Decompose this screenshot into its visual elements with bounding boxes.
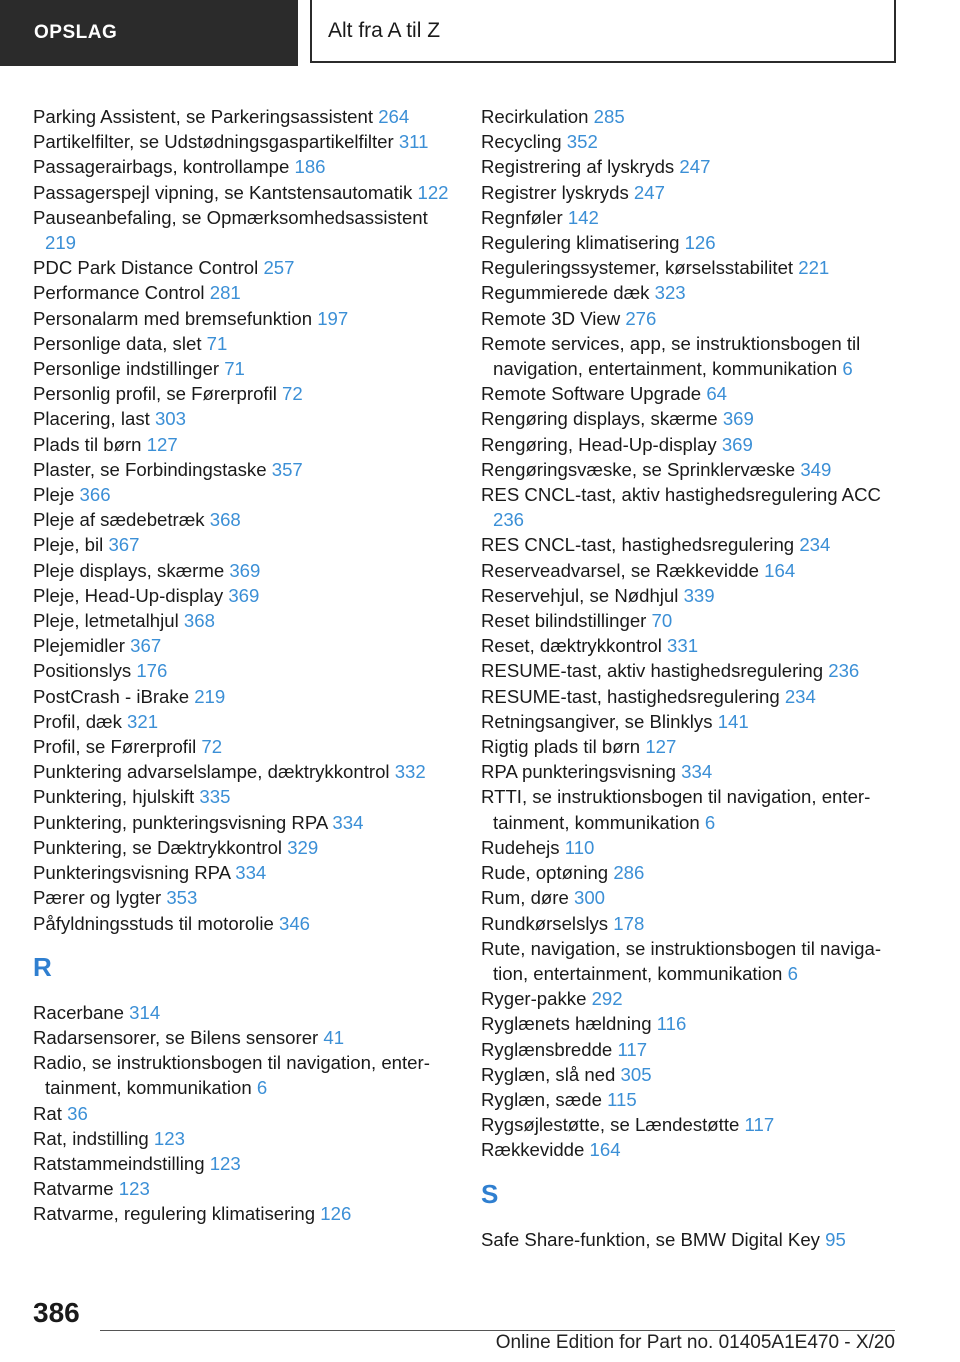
footer-divider: [100, 1330, 895, 1331]
entry-group-r: [33, 1000, 453, 1227]
entry-term: Plaster, se Forbindingstaske: [33, 458, 267, 480]
entry-term: Punktering, punkteringsvisning RPA: [33, 811, 328, 833]
entry-page-link[interactable]: 197: [317, 307, 349, 329]
entry-term: Rum, døre: [481, 887, 569, 909]
entry-term: Ryglæn, slå ned: [481, 1063, 616, 1085]
entry-term: Ryglæn, sæde: [481, 1088, 602, 1110]
index-entry: [33, 1151, 453, 1176]
index-entry: [33, 608, 453, 633]
entry-page-link[interactable]: 117: [617, 1038, 648, 1060]
entry-term: Registrering af lyskryds: [481, 156, 675, 178]
entry-page-link[interactable]: 247: [633, 181, 665, 203]
index-entry: [481, 658, 901, 683]
index-entry: [33, 658, 453, 683]
index-entry: [33, 684, 453, 709]
index-entry: [481, 1011, 901, 1036]
index-entry: [33, 381, 453, 406]
entry-page-link[interactable]: 72: [282, 383, 303, 405]
entry-term: Regnføler: [481, 206, 563, 228]
entry-page-link[interactable]: 221: [798, 257, 830, 279]
entry-page-link[interactable]: 115: [607, 1088, 637, 1110]
index-entry: [33, 1050, 453, 1100]
entry-term: Rat: [33, 1102, 62, 1124]
entry-page-link[interactable]: 176: [136, 660, 168, 682]
index-entry: [481, 381, 901, 406]
entry-page-link[interactable]: 369: [721, 433, 753, 455]
index-column-left: [33, 104, 453, 1227]
entry-page-link[interactable]: 6: [842, 358, 853, 380]
entry-term: Safe Share-funktion, se BMW Digital Key: [481, 1228, 820, 1250]
entry-term: Pleje, Head-Up-display: [33, 584, 224, 606]
entry-term: Recirkulation: [481, 106, 589, 127]
entry-term: Recycling: [481, 131, 562, 153]
entry-term: Punktering, hjulskift: [33, 786, 195, 808]
entry-term: Rengøring, Head-Up-display: [481, 433, 717, 455]
index-entry: [481, 759, 901, 784]
entry-page-link[interactable]: 339: [683, 584, 715, 606]
index-entry: [33, 129, 453, 154]
entry-page-link[interactable]: 141: [717, 710, 749, 732]
entry-page-link[interactable]: 164: [764, 559, 796, 581]
entry-term: RES CNCL-tast, aktiv hastighedsregulering ACC: [481, 484, 881, 506]
entry-page-link[interactable]: 127: [645, 736, 677, 758]
entry-group-s: [481, 1227, 901, 1252]
entry-term: Ratvarme: [33, 1178, 114, 1200]
entry-page-link[interactable]: 219: [194, 685, 226, 707]
entry-term: Rude, optøning: [481, 862, 609, 884]
entry-page-link[interactable]: 6: [256, 1077, 268, 1099]
entry-term: Plejemidler: [33, 635, 125, 657]
entry-term: Profil, dæk: [33, 710, 122, 732]
index-entry: [33, 885, 453, 910]
index-entry: [481, 608, 901, 633]
entry-page-link[interactable]: 321: [127, 710, 159, 732]
index-entry: [481, 280, 901, 305]
letter-heading-r: R: [33, 951, 52, 982]
index-entry: [33, 406, 453, 431]
entry-term: Personalarm med bremsefunktion: [33, 307, 313, 329]
entry-term: Passagerairbags, kontrollampe: [33, 156, 290, 178]
entry-term: Rækkevidde: [481, 1139, 585, 1161]
entry-term: Reset bilindstillinger: [481, 610, 647, 632]
index-entry: [481, 205, 901, 230]
entry-term: Plads til børn: [33, 433, 142, 455]
entry-page-link[interactable]: 334: [681, 761, 713, 783]
index-entry: [481, 1227, 901, 1252]
entry-term: Parking Assistent, se Parkeringsassistent: [33, 106, 374, 127]
entry-page-link[interactable]: 236: [493, 509, 525, 531]
entry-term: Påfyldningsstuds til motorolie: [33, 912, 274, 934]
entry-term: Ratstammeindstilling: [33, 1152, 205, 1174]
entry-page-link[interactable]: 247: [679, 156, 711, 178]
index-entry: [33, 154, 453, 179]
entry-page-link[interactable]: 286: [613, 862, 645, 884]
entry-page-link[interactable]: 264: [378, 106, 410, 127]
entry-group-p: [33, 104, 453, 936]
entry-page-link[interactable]: 126: [684, 232, 716, 254]
entry-term: Pleje displays, skærme: [33, 559, 225, 581]
entry-term: Remote Software Upgrade: [481, 383, 702, 405]
index-entry: [481, 1037, 901, 1062]
entry-page-link[interactable]: 303: [154, 408, 186, 430]
entry-term: Rengøringsvæske, se Sprinklervæske: [481, 458, 796, 480]
index-entry: [33, 507, 453, 532]
entry-term: RES CNCL-tast, hastighedsregulering: [481, 534, 795, 556]
index-entry: [481, 1087, 901, 1112]
index-entry: [481, 532, 901, 557]
index-entry: [33, 180, 453, 205]
index-entry: [33, 558, 453, 583]
page-number: 386: [33, 1297, 80, 1328]
entry-term: Rat, indstilling: [33, 1127, 149, 1149]
entry-term: Remote services, app, se instruktionsbogen til navigation, entertainment, kommunikation: [481, 332, 861, 380]
entry-term: Remote 3D View: [481, 307, 621, 329]
index-entry: [33, 1176, 453, 1201]
index-entry: [33, 1025, 453, 1050]
entry-page-link[interactable]: 367: [130, 635, 162, 657]
entry-page-link[interactable]: 369: [229, 559, 261, 581]
index-entry: [481, 986, 901, 1011]
index-entry: [33, 104, 453, 129]
entry-page-link[interactable]: 346: [278, 912, 311, 934]
page-header: [0, 0, 960, 66]
entry-page-link[interactable]: 6: [787, 962, 798, 984]
entry-page-link[interactable]: 71: [206, 332, 228, 354]
entry-page-link[interactable]: 276: [625, 307, 657, 329]
entry-term: Reset, dæktrykkontrol: [481, 635, 662, 657]
index-entry: [481, 860, 901, 885]
entry-term: Retningsangiver, se Blinklys: [481, 710, 713, 732]
index-entry: [33, 835, 453, 860]
index-entry: [33, 205, 453, 255]
index-entry: [33, 1101, 453, 1126]
index-entry: [481, 306, 901, 331]
entry-term: Performance Control: [33, 282, 205, 304]
entry-term: Reserveadvarsel, se Rækkevidde: [481, 559, 759, 581]
index-entry: [481, 180, 901, 205]
entry-page-link[interactable]: 122: [417, 181, 449, 203]
entry-term: Rigtig plads til børn: [481, 736, 641, 758]
index-entry: [33, 331, 453, 356]
index-entry: [33, 583, 453, 608]
entry-page-link[interactable]: 368: [183, 610, 215, 632]
entry-page-link[interactable]: 164: [589, 1139, 621, 1161]
index-entry: [481, 936, 901, 986]
index-entry: [33, 1000, 453, 1025]
entry-page-link[interactable]: 126: [320, 1203, 352, 1225]
entry-term: RESUME-tast, hastighedsregulering: [481, 685, 780, 707]
entry-page-link[interactable]: 71: [224, 358, 245, 380]
index-entry: [481, 230, 901, 255]
index-entry: [481, 331, 901, 381]
index-entry: [33, 1126, 453, 1151]
index-entry: [481, 633, 901, 658]
entry-page-link[interactable]: 41: [323, 1026, 345, 1048]
entry-page-link[interactable]: 335: [199, 786, 231, 808]
entry-term: Ratvarme, regulering klimatisering: [33, 1203, 316, 1225]
entry-page-link[interactable]: 116: [656, 1013, 687, 1035]
entry-term: PostCrash - iBrake: [33, 685, 190, 707]
entry-page-link[interactable]: 281: [209, 282, 241, 304]
entry-page-link[interactable]: 123: [209, 1152, 241, 1174]
index-entry: [481, 432, 901, 457]
index-entry: [481, 709, 901, 734]
entry-term: Rute, navigation, se instruktionsbogen til navigation, entertainment, kommunikation: [481, 937, 882, 984]
index-entry: [481, 1062, 901, 1087]
index-entry: [33, 457, 453, 482]
edition-footer: Online Edition for Part no. 01405A1E470 - X/20: [495, 1332, 895, 1353]
entry-term: Profil, se Førerprofil: [33, 736, 197, 758]
entry-page-link[interactable]: 314: [129, 1001, 161, 1023]
letter-heading-s: S: [481, 1178, 499, 1209]
entry-page-link[interactable]: 127: [146, 433, 178, 455]
entry-page-link[interactable]: 70: [651, 610, 673, 632]
entry-term: Ryglænets hældning: [481, 1013, 652, 1035]
entry-page-link[interactable]: 300: [574, 887, 606, 909]
entry-page-link[interactable]: 178: [613, 912, 645, 934]
entry-page-link[interactable]: 331: [667, 635, 699, 657]
entry-page-link[interactable]: 6: [704, 811, 716, 833]
index-entry: [481, 482, 901, 532]
entry-page-link[interactable]: 334: [235, 862, 267, 884]
entry-term: Regulering klimatisering: [481, 232, 680, 254]
index-entry: [481, 104, 901, 129]
index-entry: [33, 911, 453, 936]
entry-page-link[interactable]: 357: [271, 458, 303, 480]
entry-page-link[interactable]: 219: [45, 232, 77, 254]
entry-page-link[interactable]: 305: [620, 1063, 652, 1085]
chapter-title: Alt fra A til Z: [310, 0, 896, 63]
entry-term: Racerbane: [33, 1001, 124, 1023]
index-entry: [33, 280, 453, 305]
index-entry: [33, 709, 453, 734]
entry-page-link[interactable]: 234: [799, 534, 831, 556]
entry-term: Regummierede dæk: [481, 282, 650, 304]
index-entry: [481, 129, 901, 154]
entry-page-link[interactable]: 257: [263, 257, 295, 279]
entry-page-link[interactable]: 332: [394, 761, 426, 783]
entry-term: Personlig profil, se Førerprofil: [33, 383, 277, 405]
entry-page-link[interactable]: 186: [294, 156, 326, 178]
entry-page-link[interactable]: 367: [108, 534, 140, 556]
entry-page-link[interactable]: 142: [567, 206, 599, 228]
index-entry: [481, 583, 901, 608]
index-entry: [33, 1201, 453, 1226]
index-entry: [33, 306, 453, 331]
entry-page-link[interactable]: 329: [287, 836, 319, 858]
entry-term: Rudehejs: [481, 836, 560, 858]
entry-page-link[interactable]: 292: [591, 988, 623, 1010]
entry-term: Personlige indstillinger: [33, 358, 220, 380]
index-entry: [481, 784, 901, 834]
index-entry: [481, 734, 901, 759]
index-entry: [481, 255, 901, 280]
entry-term: Punktering, se Dæktrykkontrol: [33, 836, 283, 858]
index-entry: [481, 1137, 901, 1162]
entry-term: Ryglænsbredde: [481, 1038, 613, 1060]
entry-page-link[interactable]: 366: [79, 484, 111, 506]
index-entry: [33, 482, 453, 507]
entry-page-link[interactable]: 123: [153, 1127, 185, 1149]
entry-term: Registrer lyskryds: [481, 181, 629, 203]
entry-term: Pleje, bil: [33, 534, 104, 556]
entry-term: Reservehjul, se Nødhjul: [481, 584, 679, 606]
index-entry: [481, 406, 901, 431]
section-tab: OPSLAG: [0, 0, 298, 66]
entry-page-link[interactable]: 236: [828, 660, 860, 682]
entry-page-link[interactable]: 353: [166, 887, 198, 909]
entry-page-link[interactable]: 36: [67, 1102, 88, 1124]
entry-term: Personlige data, slet: [33, 332, 202, 354]
entry-page-link[interactable]: 369: [722, 408, 754, 430]
index-entry: [33, 784, 453, 809]
entry-term: Partikelfilter, se Udstødningsgaspartikelfilter: [33, 131, 394, 153]
entry-page-link[interactable]: 95: [825, 1228, 846, 1250]
entry-page-link[interactable]: 117: [744, 1114, 775, 1136]
index-entry: [33, 255, 453, 280]
entry-page-link[interactable]: 334: [332, 811, 364, 833]
index-entry: [481, 885, 901, 910]
entry-page-link[interactable]: 110: [564, 836, 595, 858]
entry-page-link[interactable]: 234: [784, 685, 816, 707]
entry-term: Placering, last: [33, 408, 150, 430]
index-entry: [33, 860, 453, 885]
entry-term: Rengøring displays, skærme: [481, 408, 718, 430]
entry-term: PDC Park Distance Control: [33, 257, 259, 279]
entry-term: Radarsensorer, se Bilens sensorer: [33, 1026, 319, 1048]
index-entry: [481, 154, 901, 179]
entry-term: Passagerspejl vipning, se Kantstensautomatik: [33, 181, 413, 203]
entry-page-link[interactable]: 64: [706, 383, 727, 405]
entry-term: Punkteringsvisning RPA: [33, 862, 231, 884]
index-entry: [33, 734, 453, 759]
entry-page-link[interactable]: 311: [398, 131, 429, 153]
entry-page-link[interactable]: 323: [654, 282, 686, 304]
entry-term: Radio, se instruktionsbogen til navigation, entertainment, kommunikation: [33, 1052, 430, 1099]
entry-term: RTTI, se instruktionsbogen til navigation, entertainment, kommunikation: [481, 786, 871, 833]
index-entry: [481, 1112, 901, 1137]
entry-term: Pauseanbefaling, se Opmærksomhedsassistent: [33, 206, 428, 228]
entry-term: RPA punkteringsvisning: [481, 761, 676, 783]
entry-page-link[interactable]: 352: [566, 131, 598, 153]
entry-term: Punktering advarselslampe, dæktrykkontrol: [33, 761, 390, 783]
entry-term: Pleje, letmetalhjul: [33, 610, 179, 632]
index-entry: [481, 558, 901, 583]
index-entry: [481, 835, 901, 860]
index-entry: [481, 684, 901, 709]
index-column-right: [481, 104, 901, 1252]
index-entry: [33, 633, 453, 658]
entry-page-link[interactable]: 285: [593, 106, 625, 127]
entry-page-link[interactable]: 123: [118, 1178, 150, 1200]
entry-term: RESUME-tast, aktiv hastighedsregulering: [481, 660, 824, 682]
entry-page-link[interactable]: 72: [201, 736, 223, 758]
entry-page-link[interactable]: 349: [800, 458, 832, 480]
entry-page-link[interactable]: 368: [209, 509, 241, 531]
index-entry: [481, 911, 901, 936]
entry-term: Rygsøjlestøtte, se Lændestøtte: [481, 1114, 740, 1136]
index-entry: [33, 432, 453, 457]
entry-term: Pleje: [33, 484, 75, 506]
entry-term: Ryger-pakke: [481, 988, 587, 1010]
index-entry: [33, 356, 453, 381]
entry-term: Positionslys: [33, 660, 132, 682]
index-entry: [481, 457, 901, 482]
entry-term: Reguleringssystemer, kørselsstabilitet: [481, 257, 794, 279]
index-entry: [33, 759, 453, 784]
index-entry: [33, 810, 453, 835]
entry-term: Pleje af sædebetræk: [33, 509, 205, 531]
entry-page-link[interactable]: 369: [228, 584, 260, 606]
entry-term: Rundkørselslys: [481, 912, 609, 934]
index-entry: [33, 532, 453, 557]
entry-group-r-continued: [481, 104, 901, 1163]
entry-term: Pærer og lygter: [33, 887, 162, 909]
